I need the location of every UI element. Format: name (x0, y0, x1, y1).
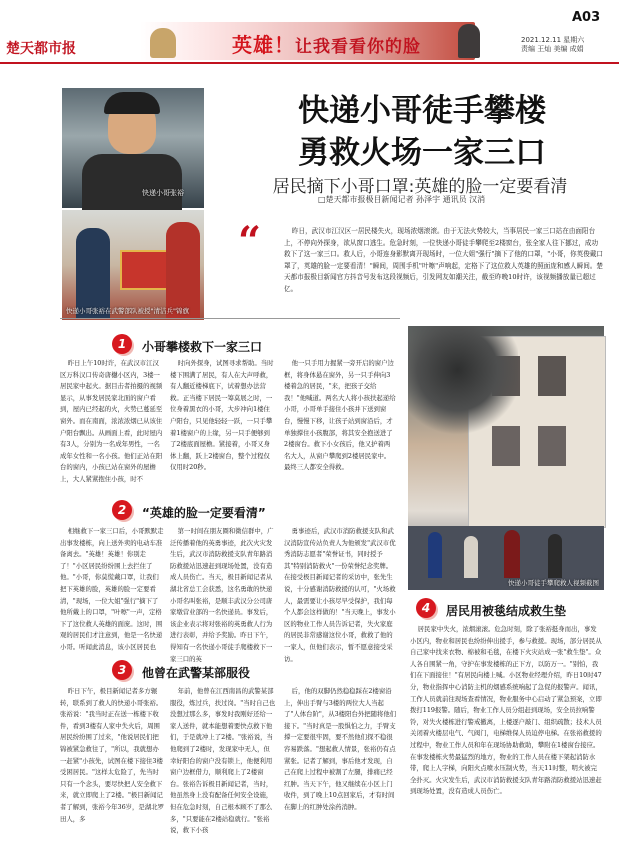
section-2-number: 2 (112, 500, 132, 520)
headline-line-2: 勇救火场一家三口 (298, 135, 546, 171)
rescue-scene-photo (408, 326, 604, 590)
section-2-col-3: 勇事迹后，武汉市消防救援支队和武汉消防宣传站负责人为他颁发"武汉市优秀消防志愿者"荣誉证书，同时授予其"特别消防救火"一份荣誉纪念奖牌。在接受极目新闻记者的采访中，张先生说，十分感谢消防救援的认可，"火场救人，最需要让小孩尽早受保护，我们每个人都会这样做的！"当天晚上，事发小区的物业工作人员告诉记者，失火家庭的居民非常感谢这位小哥，救救了他的一家人，但他们表示，暂不愿意接受采访。 (284, 527, 396, 663)
section-1-number: 1 (112, 334, 132, 354)
section-4-title: 居民用被毯结成救生垫 (446, 604, 567, 618)
courier-figure (166, 222, 200, 318)
photo-caption-1: 快递小哥张裕 (142, 189, 184, 197)
subheadline: 居民摘下小哥口罩:英雄的脸一定要看清 (272, 177, 568, 197)
masthead-rule (0, 62, 619, 64)
jacket-shape (82, 154, 182, 214)
banner-slogan (232, 29, 421, 58)
headline-line-1: 快递小哥徒手攀楼 (298, 93, 546, 129)
firefighter-icon (150, 28, 176, 58)
quote-mark-icon: “ (238, 218, 262, 265)
section-3-col-1: 昨日下午，极目新闻记者多方辗转，联系到了救人的快递小哥张裕。张裕说："我当时正在送一栋楼下收件，看到3楼有人家中失火后，周围居民纷纷围了过来，"他说居民们把锦被紧急救往了，"所以，我就想办一赶紧"小孩先，试图在楼下接住3楼受困居民。"这样太危险了，先当时只有一个念头，要尽快把人安全救下来，就立即爬上了2楼。"极目新闻记者了解到，张裕今年36岁，是湖北罗田人，多 (60, 687, 164, 823)
banner-emphasis: 英雄！ (232, 33, 295, 57)
section-3-col-3: 后，他的双脚仍然稳稳踩在2楼窗沿上，伸出手臂与3楼的两位大人当起了"人体台阶"，从3楼阳台外把随将他们接下。"当时真是一股惧怕之力，手臂支撑一定要很牢固，要不然他们探不稳很容易跌落。"想起救人情景，张裕仍有点紧张。记者了解到，事后他才发现，自己在爬上过程中被割了左腿，排痛已经红肿。当天下午，他又继续在小区上门收件，到了晚上10点回家后，才有时间在脚上的红肿处涂药消肿。 (284, 687, 397, 811)
helmet-shape (104, 92, 160, 114)
officer-figure (76, 228, 110, 318)
photo-caption-2: 快递小哥张裕在武警部队被授"清洁兵"锦旗 (66, 307, 189, 315)
lead-paragraph: 昨日，武汉市江汉区一居民楼失火，现场浓烟滚滚。由于无法火势较大，当事居民一家三口站在由面阳台上，不停向外探身，欲从窗口逃生。危急时刻，一位快递小哥徒手攀爬至2楼窗台，张全家人往下挪过，成功救下了这一家三口。救人后，小哥连身影默离开现场时，一位大姐"强行"摘下了他的口罩，"小哥，你英俊戴口罩了，英雄的脸一定要看清！"瞬间，周围手机"叶嚓"声响起，定格下了这位救人英雄的照面庞和感人瞬间。楚天都市报极目新闻官方抖音号发布这段视频后，引发网友如潮关注，截至昨晚10时许，该视频播放量已超过亿。 (284, 227, 604, 293)
section-4-text: 居民家中失火，浓烟滚滚。危急时刻，除了张裕挺身而出，事发小区内，物业和居民也纷纷伸出援手，参与救援。现场，部分居民从自己家中找来衣物、棉被和毛毯，在楼下火灾站成一张"救生垫"。众人各自围紧一角，守护在事发楼栋的正下方，以防万一。"别怕，我们在下面接住！"有居民向楼上喊。小区物业经理介绍，昨日10时47分，物业指挥中心消防主机的烟感系统响起了急促的报警声。闻讯，工作人员就前往现场查看情况，物业服务中心启动了紧急预案，立即拨打119报警。随后，物业工作人员分组赶到现场，安全员拉响警铃，对失火楼栋进行警戒撤离，上楼逐户敲门、组织疏散；技术人员关闭着火楼层电气、气阀门，电梯维保人员迫停电梯。在张裕救援的过程中，物业工作人员和年在现场协助救助，攀附在1楼窗台接应。在事发楼栋火势最猛烈的地方，物业的工作人员在楼下架起消防水带，爬上人字梯，向阳火点喷水压制火势，当天11时整，明火被完全扑灭。火灾发生后，武汉市消防救援支队青年路消防救援站迅速赶到现场处置，没有造成人员伤亡。 (410, 625, 602, 796)
person-red (504, 530, 520, 578)
person-black (548, 534, 562, 578)
section-3-number: 3 (112, 660, 132, 680)
banner-text: 让我看看你的脸 (295, 37, 421, 57)
newspaper-logo: 楚天都市报 (6, 41, 76, 57)
window-4 (538, 426, 566, 466)
window-2 (538, 356, 566, 396)
byline: □楚天都市报极目新闻记者 孙泽宇 通讯员 汉消 (318, 195, 486, 204)
section-3-col-2: 年前，他曾在江西南昌的武警某部服役，炼过兵，扶过岗。"当时自己也没想过那么多，事发时我刚好还给一家人送件，就本能想着要快点救下他们，于是就冲上了2楼。"张裕说，当他爬到了2楼时，发现家中无人，但幸好阳台的窗户没有锁上，他便利用窗户边框借力，顺利爬上了2楼窗台。张裕告诉极目新闻记者，当时，他虽然身上没有配备任何安全设施，但在危急时刻，自己根本顾不了那么多，"只要能在2楼站稳就行。"张裕说，救下小孩 (170, 687, 276, 835)
hero-portrait-icon (458, 24, 480, 58)
smoke-plume (408, 326, 518, 436)
photo-caption-3: 快递小哥徒手攀爬救人视频截图 (508, 579, 599, 587)
section-1-col-1: 昨日上午10时许，在武汉市江汉区万科汉口传奇唐樾小区内，3楼一居民家中起火。据目击者拍摄的视频显示，从事发居民家北面的窗户看到，屋内已经起的火，火势已蔓延至窗外。而在南面，浓浓浓烟已从该住户阳台飘出。从画面上看，此时屋内有3人，分别为一名成年男性，一名成年女性和一名小孩。他们正站在阳台的窗内，小孩已站在窗外的屋檐上，大人紧紧抱住小孩，时不 (60, 359, 163, 483)
person-white (464, 536, 478, 578)
section-4-number: 4 (416, 598, 436, 618)
headline (242, 90, 602, 174)
section-1-rule (60, 318, 400, 319)
award-photo (62, 210, 204, 320)
section-2-col-2: 第一时间在朋友圈和微信群中，广泛传播着他的英勇事迹，此次火灾发生后，武汉市消防救援支队青年路消防救援站迅速赶到现场处置，没有造成人员伤亡。当天，极目新闻记者从湖北省总工会获悉，这名勇敢的快递小哥名叫张裕，是顺丰武汉分公司唐家墩营业部的一名快递员。事发后，该企业表示将对张裕的英勇救人行为进行表彰，并给予奖励。昨日下午，得知有一名快递小哥徒手爬楼救下一家三口的英 (170, 527, 274, 663)
section-1-title: 小哥攀楼救下一家三口 (142, 340, 263, 354)
section-1-col-2: 时向外探身，试图寻求帮助。当时楼下围满了居民，有人在大声呼救，有人翻近楼梯底下，试着想办法营救。正当楼下居民一筹莫展之时，一位身着黑衣的小哥，大步冲向1楼住户阳台，只见他轻轻一跃，一只手攀着1楼窗户的上缘，另一只手便够到了2楼底面屋檐。紧接着，小哥又身体上翻，跃上2楼窗台，整个过程仅仅用时20秒。 (170, 359, 274, 472)
issue-date: 2021.12.11 星期六 责编 王灿 美编 成娟 (521, 36, 585, 53)
person-blue (428, 532, 442, 578)
section-1-col-3: 他一只手用力握紧一旁开启的窗户边框，将身体悬在窗外，另一只手伸向3楼着急的居民，"来，把孩子交给我！"他喊道。两名大人将小孩扶起递给小哥，小哥单手接住小孩并下送到窗台，慢慢下移，让孩子站到窗沿后，才单独撑住小孩腹部，将其安全抱送进了2楼窗台。救下小女孩后，他又护着两名大人，从窗户攀爬到2楼居民家中。最终三人都安全得救。 (284, 359, 396, 472)
courier-portrait-photo (62, 88, 204, 208)
section-2-title: “英雄的脸一定要看清” (142, 506, 266, 520)
page-number: A03 (572, 10, 601, 25)
section-2-col-1: 相继救下一家三口后，小哥默默走出事发楼栋，向上送外卖的电动车准备离去。"英雄！英雄！你别走了！"小区居民纷纷围上去拦住了他。"小哥，你莫慌戴口罩，让我们把下英雄的脸，英雄的脸一定要看清，"现场，一位大姐"强行"摘下了他所戴上的口罩，"叶嚓"一声，定格下了这位救人英雄的面庞。这时，围观的居民们才注意到，他是一名快递小哥。听闻此消息，该小区居民也 (60, 527, 164, 651)
section-3-title: 他曾在武警某部服役 (142, 666, 251, 680)
